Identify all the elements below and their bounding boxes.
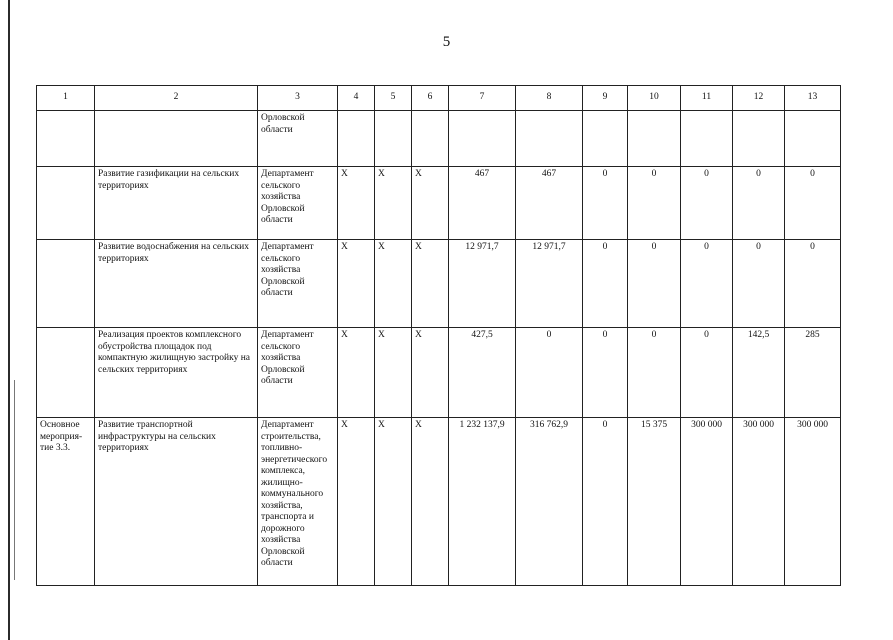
cell-col11: 0 [681, 328, 733, 418]
cell-col4: X [338, 167, 375, 240]
cell-col13: 0 [785, 240, 841, 328]
cell-event-name [95, 111, 258, 167]
cell-col4: X [338, 418, 375, 586]
cell-col9: 0 [583, 167, 628, 240]
page-number: 5 [442, 34, 451, 50]
cell-col12: 0 [733, 240, 785, 328]
cell-col5: X [375, 328, 412, 418]
cell-executor: Орловской области [258, 111, 338, 167]
cell-col7: 12 971,7 [449, 240, 516, 328]
cell-col9: 0 [583, 328, 628, 418]
cell-col10 [628, 111, 681, 167]
cell-event-code [37, 111, 95, 167]
cell-col8: 12 971,7 [516, 240, 583, 328]
cell-event-code [37, 167, 95, 240]
col-header-11: 11 [681, 86, 733, 111]
cell-col13 [785, 111, 841, 167]
cell-col6: X [412, 167, 449, 240]
col-header-12: 12 [733, 86, 785, 111]
left-margin-line [8, 0, 10, 640]
cell-col7: 1 232 137,9 [449, 418, 516, 586]
header-row [37, 86, 841, 111]
col-header-5: 5 [375, 86, 412, 111]
cell-col5 [375, 111, 412, 167]
cell-col11: 300 000 [681, 418, 733, 586]
cell-col5: X [375, 418, 412, 586]
cell-event-name: Развитие транспортной инфраструктуры на сельских территориях [95, 418, 258, 586]
cell-col9: 0 [583, 418, 628, 586]
col-header-13: 13 [785, 86, 841, 111]
cell-col9: 0 [583, 240, 628, 328]
cell-col7: 467 [449, 167, 516, 240]
cell-executor: Департамент сельского хозяйства Орловской области [258, 167, 338, 240]
cell-col10: 0 [628, 328, 681, 418]
cell-executor: Департамент сельского хозяйства Орловской области [258, 328, 338, 418]
cell-col5: X [375, 167, 412, 240]
cell-col6: X [412, 418, 449, 586]
cell-col6: X [412, 328, 449, 418]
cell-col6: X [412, 240, 449, 328]
cell-col11 [681, 111, 733, 167]
cell-col13: 300 000 [785, 418, 841, 586]
col-header-6: 6 [412, 86, 449, 111]
col-header-8: 8 [516, 86, 583, 111]
col-header-1: 1 [37, 86, 95, 111]
cell-event-name: Реализация проектов комплексного обустройства площадок под компактную жилищную застройку на сельских территориях [95, 328, 258, 418]
table-row [37, 167, 841, 240]
cell-col10: 15 375 [628, 418, 681, 586]
cell-col10: 0 [628, 240, 681, 328]
col-header-7: 7 [449, 86, 516, 111]
cell-event-code [37, 240, 95, 328]
cell-col5: X [375, 240, 412, 328]
cell-col7 [449, 111, 516, 167]
col-header-3: 3 [258, 86, 338, 111]
cell-col12: 300 000 [733, 418, 785, 586]
cell-col8 [516, 111, 583, 167]
cell-col11: 0 [681, 167, 733, 240]
cell-col13: 0 [785, 167, 841, 240]
table-row [37, 418, 841, 586]
cell-event-code: Основное мероприя-тие 3.3. [37, 418, 95, 586]
cell-col7: 427,5 [449, 328, 516, 418]
cell-col6 [412, 111, 449, 167]
cell-executor: Департамент строительства, топливно-энергетического комплекса, жилищно-коммунального хозяйства, транспорта и дорожного хозяйства Орловской области [258, 418, 338, 586]
table-row [37, 240, 841, 328]
cell-col4: X [338, 240, 375, 328]
cell-col8: 0 [516, 328, 583, 418]
cell-col4: X [338, 328, 375, 418]
table-row [37, 111, 841, 167]
col-header-4: 4 [338, 86, 375, 111]
col-header-9: 9 [583, 86, 628, 111]
cell-event-code [37, 328, 95, 418]
cell-col13: 285 [785, 328, 841, 418]
cell-col9 [583, 111, 628, 167]
col-header-2: 2 [95, 86, 258, 111]
cell-col11: 0 [681, 240, 733, 328]
cell-col12: 142,5 [733, 328, 785, 418]
cell-col12: 0 [733, 167, 785, 240]
cell-col8: 467 [516, 167, 583, 240]
cell-col8: 316 762,9 [516, 418, 583, 586]
table-row [37, 328, 841, 418]
col-header-10: 10 [628, 86, 681, 111]
left-margin-line-secondary [14, 380, 15, 580]
cell-col12 [733, 111, 785, 167]
cell-event-name: Развитие газификации на сельских территориях [95, 167, 258, 240]
cell-executor: Департамент сельского хозяйства Орловской области [258, 240, 338, 328]
program-table [36, 85, 841, 586]
cell-event-name: Развитие водоснабжения на сельских территориях [95, 240, 258, 328]
cell-col10: 0 [628, 167, 681, 240]
cell-col4 [338, 111, 375, 167]
